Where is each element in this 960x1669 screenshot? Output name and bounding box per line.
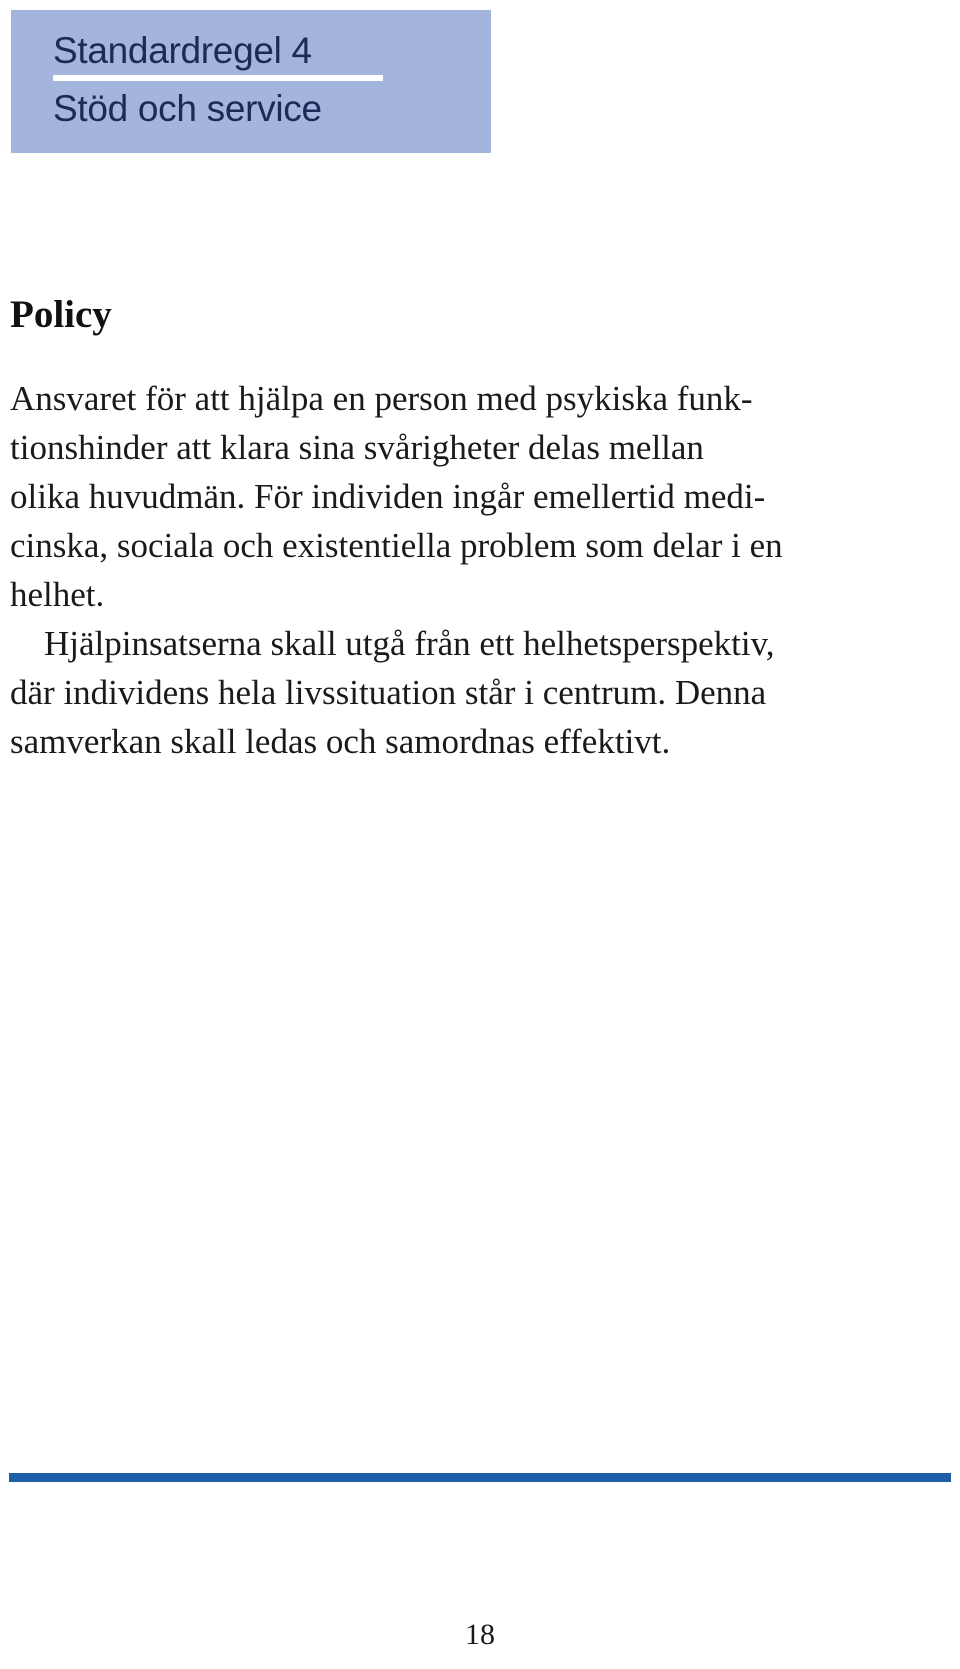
header-divider — [53, 75, 383, 81]
body-line: Ansvaret för att hjälpa en person med psykiska funk- — [10, 379, 753, 418]
body-line: samverkan skall ledas och samordnas effektivt. — [10, 722, 671, 761]
rule-title: Stöd och service — [53, 88, 322, 129]
body-line: Hjälpinsatserna skall utgå från ett helhetsperspektiv, — [44, 624, 775, 663]
section-heading: Policy — [10, 293, 112, 336]
body-line: tionshinder att klara sina svårigheter delas mellan — [10, 428, 704, 467]
body-line: olika huvudmän. För individen ingår emellertid medi- — [10, 477, 766, 516]
body-line: cinska, sociala och existentiella problem som delar i en — [10, 526, 783, 565]
chapter-header-box — [11, 10, 491, 153]
page-number: 18 — [465, 1618, 495, 1651]
body-line: helhet. — [10, 575, 105, 614]
body-text — [10, 374, 950, 766]
rule-number: Standardregel 4 — [53, 30, 312, 71]
body-line: där individens hela livssituation står i centrum. Denna — [10, 673, 767, 712]
footer-divider — [9, 1473, 951, 1482]
